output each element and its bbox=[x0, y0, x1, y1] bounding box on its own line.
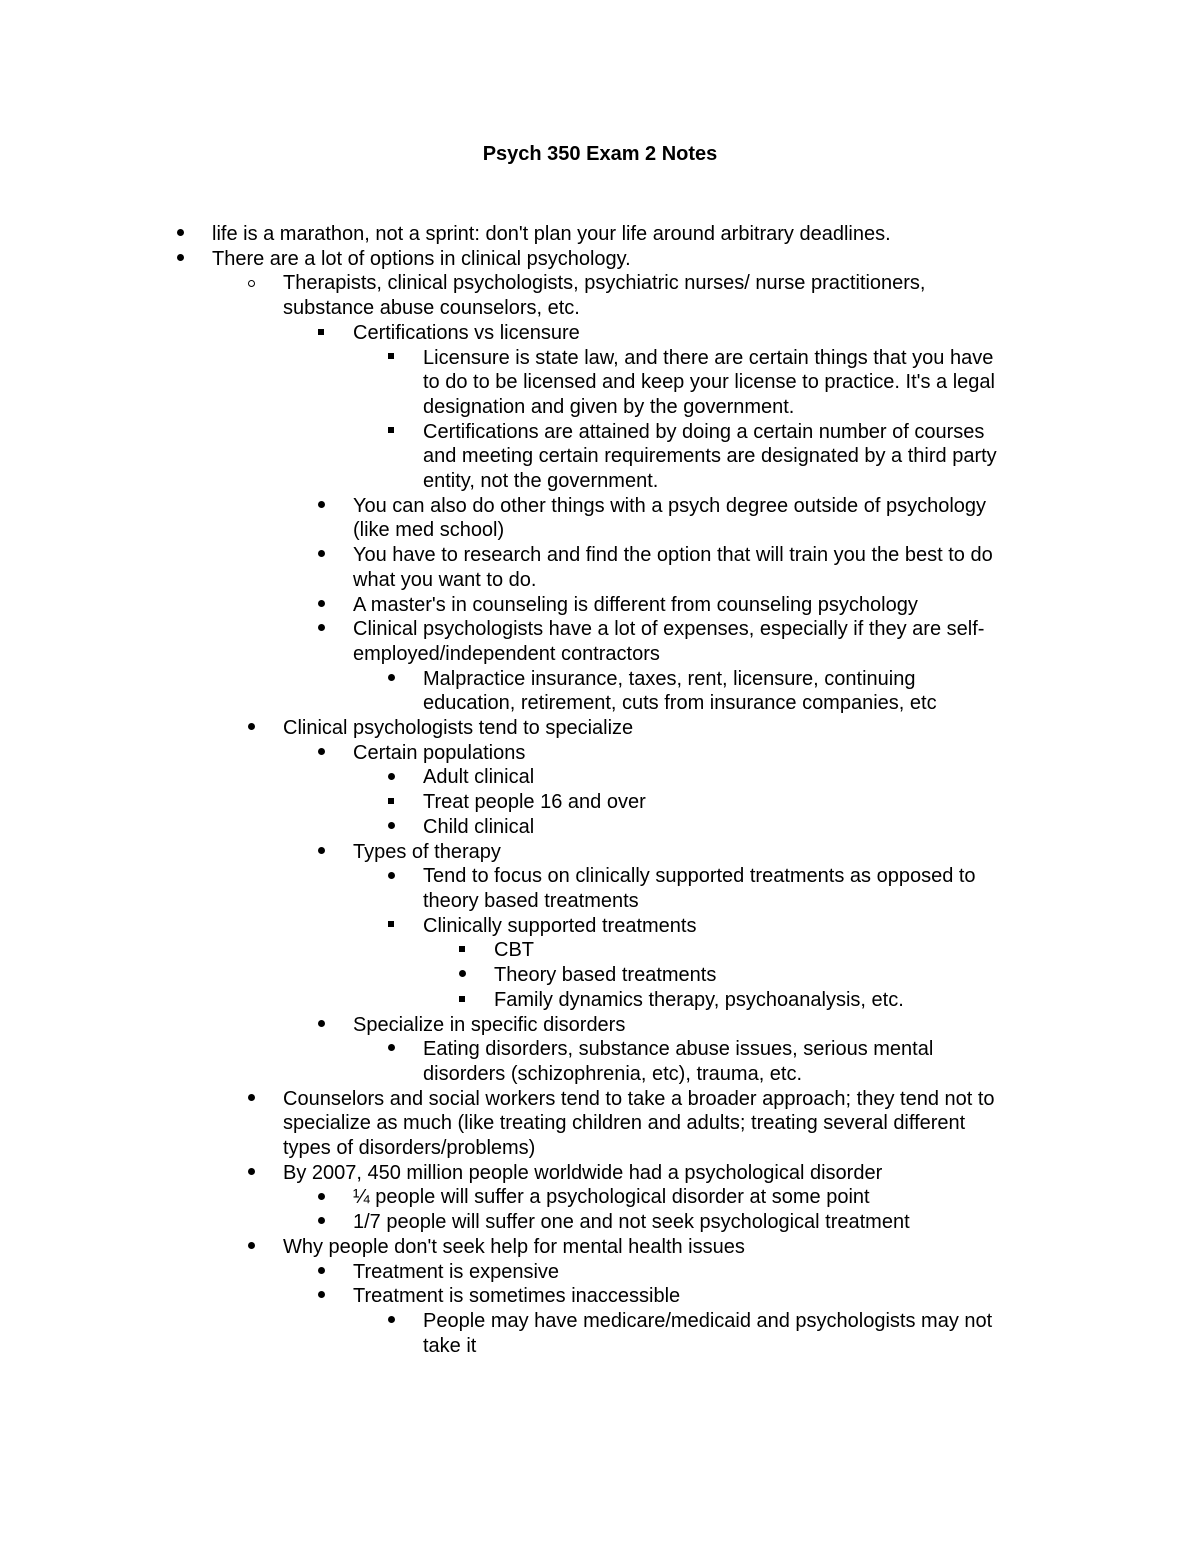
list-item-text bbox=[353, 494, 1200, 543]
text-line: Why people don't seek help for mental health issues bbox=[283, 1235, 745, 1258]
dot-bullet-icon bbox=[455, 963, 469, 988]
dot-bullet-icon bbox=[314, 840, 328, 865]
list-item-text bbox=[423, 815, 1200, 840]
text-line: Theory based treatments bbox=[494, 964, 717, 987]
dot-bullet-icon bbox=[314, 494, 328, 519]
text-line: People may have medicare/medicaid and psychologists may not bbox=[423, 1309, 993, 1332]
dot-bullet-icon bbox=[384, 1309, 398, 1334]
list-item bbox=[0, 765, 1200, 790]
square-bullet-icon bbox=[314, 321, 328, 346]
list-item bbox=[0, 1185, 1200, 1210]
text-line: Treatment is expensive bbox=[353, 1260, 560, 1283]
list-item-text bbox=[494, 963, 1200, 988]
list-item bbox=[0, 1284, 1200, 1309]
text-line: Child clinical bbox=[423, 815, 535, 838]
list-item bbox=[0, 1037, 1200, 1086]
dot-bullet-icon bbox=[314, 741, 328, 766]
list-item bbox=[0, 914, 1200, 939]
dot-bullet-icon bbox=[314, 1210, 328, 1235]
dot-bullet-icon bbox=[314, 1013, 328, 1038]
square-bullet-icon bbox=[384, 790, 398, 815]
list-item-text bbox=[353, 617, 1200, 666]
list-item-text bbox=[212, 247, 1200, 272]
text-line: life is a marathon, not a sprint: don't plan your life around arbitrary deadlines. bbox=[212, 223, 891, 245]
text-line: Clinically supported treatments bbox=[423, 914, 697, 937]
text-line: You can also do other things with a psych degree outside of psychology bbox=[353, 494, 987, 517]
text-line: Eating disorders, substance abuse issues, serious mental bbox=[423, 1038, 934, 1061]
list-item-text bbox=[423, 346, 1200, 420]
text-line: education, retirement, cuts from insurance companies, etc bbox=[423, 692, 937, 715]
list-item-text bbox=[353, 543, 1200, 592]
notes-list bbox=[0, 222, 1200, 1358]
list-item bbox=[0, 1087, 1200, 1161]
dot-bullet-icon bbox=[314, 1260, 328, 1285]
list-item bbox=[0, 593, 1200, 618]
list-item-text bbox=[283, 1235, 1200, 1260]
list-item bbox=[0, 1161, 1200, 1186]
list-item-text bbox=[423, 1309, 1200, 1358]
dot-bullet-icon bbox=[244, 1087, 258, 1112]
list-item-text bbox=[423, 420, 1200, 494]
list-item-text bbox=[423, 667, 1200, 716]
text-line: disorders (schizophrenia, etc), trauma, etc. bbox=[423, 1062, 803, 1085]
list-item bbox=[0, 790, 1200, 815]
list-item bbox=[0, 247, 1200, 272]
square-bullet-icon bbox=[455, 938, 469, 963]
list-item-text bbox=[494, 988, 1200, 1013]
list-item-text bbox=[353, 741, 1200, 766]
list-item-text bbox=[353, 1284, 1200, 1309]
list-item-text bbox=[283, 716, 1200, 741]
dot-bullet-icon bbox=[244, 1161, 258, 1186]
list-item bbox=[0, 840, 1200, 865]
square-bullet-icon bbox=[384, 914, 398, 939]
list-item bbox=[0, 1013, 1200, 1038]
list-item bbox=[0, 1235, 1200, 1260]
list-item-text bbox=[423, 765, 1200, 790]
list-item-text bbox=[283, 271, 1200, 320]
list-item bbox=[0, 420, 1200, 494]
list-item bbox=[0, 543, 1200, 592]
list-item-text bbox=[423, 790, 1200, 815]
dot-bullet-icon bbox=[384, 765, 398, 790]
list-item-text bbox=[353, 593, 1200, 618]
list-item-text bbox=[353, 1013, 1200, 1038]
list-item bbox=[0, 963, 1200, 988]
dot-bullet-icon bbox=[314, 593, 328, 618]
dot-bullet-icon bbox=[173, 247, 187, 272]
dot-bullet-icon bbox=[314, 1284, 328, 1309]
dot-bullet-icon bbox=[384, 667, 398, 692]
text-line: 1/7 people will suffer one and not seek psychological treatment bbox=[353, 1211, 910, 1234]
dot-bullet-icon bbox=[314, 543, 328, 568]
text-line: Counselors and social workers tend to take a broader approach; they tend not to bbox=[283, 1087, 995, 1110]
text-line: Tend to focus on clinically supported treatments as opposed to bbox=[423, 865, 976, 888]
text-line: and meeting certain requirements are designated by a third party bbox=[423, 445, 997, 468]
list-item bbox=[0, 938, 1200, 963]
text-line: Types of therapy bbox=[353, 840, 501, 863]
text-line: entity, not the government. bbox=[423, 470, 659, 493]
list-item bbox=[0, 1210, 1200, 1235]
list-item bbox=[0, 1309, 1200, 1358]
list-item-text bbox=[353, 321, 1200, 346]
text-line: specialize as much (like treating children and adults; treating several different bbox=[283, 1112, 966, 1135]
list-item bbox=[0, 222, 1200, 247]
dot-bullet-icon bbox=[244, 1235, 258, 1260]
list-item-text bbox=[212, 222, 1200, 247]
text-line: what you want to do. bbox=[353, 568, 537, 591]
list-item bbox=[0, 321, 1200, 346]
list-item bbox=[0, 1260, 1200, 1285]
list-item bbox=[0, 667, 1200, 716]
text-line: Specialize in specific disorders bbox=[353, 1013, 626, 1036]
page-title: Psych 350 Exam 2 Notes bbox=[482, 143, 718, 165]
text-line: employed/independent contractors bbox=[353, 642, 660, 665]
text-line: Clinical psychologists tend to specialize bbox=[283, 717, 634, 740]
text-line: A master's in counseling is different from counseling psychology bbox=[353, 593, 918, 616]
dot-bullet-icon bbox=[314, 1185, 328, 1210]
square-bullet-icon bbox=[384, 420, 398, 445]
list-item-text bbox=[353, 1185, 1200, 1210]
text-line: to do to be licensed and keep your license to practice. It's a legal bbox=[423, 371, 995, 394]
text-line: CBT bbox=[494, 939, 534, 962]
dot-bullet-icon bbox=[384, 864, 398, 889]
square-bullet-icon bbox=[384, 346, 398, 371]
list-item-text bbox=[423, 1037, 1200, 1086]
text-line: substance abuse counselors, etc. bbox=[283, 297, 580, 320]
text-line: Treatment is sometimes inaccessible bbox=[353, 1285, 681, 1308]
dot-bullet-icon bbox=[384, 1037, 398, 1062]
list-item-text bbox=[423, 914, 1200, 939]
list-item bbox=[0, 271, 1200, 320]
text-line: There are a lot of options in clinical psychology. bbox=[212, 247, 631, 270]
text-line: Adult clinical bbox=[423, 766, 535, 789]
dot-bullet-icon bbox=[314, 617, 328, 642]
text-line: Family dynamics therapy, psychoanalysis, etc. bbox=[494, 988, 904, 1011]
text-line: Licensure is state law, and there are certain things that you have bbox=[423, 346, 994, 369]
dot-bullet-icon bbox=[244, 716, 258, 741]
text-line: Certifications vs licensure bbox=[353, 321, 580, 344]
text-line: Treat people 16 and over bbox=[423, 791, 646, 814]
list-item bbox=[0, 346, 1200, 420]
dot-bullet-icon bbox=[173, 222, 187, 247]
text-line: ¼ people will suffer a psychological disorder at some point bbox=[353, 1186, 870, 1209]
list-item-text bbox=[283, 1161, 1200, 1186]
list-item-text bbox=[283, 1087, 1200, 1161]
list-item-text bbox=[353, 840, 1200, 865]
text-line: designation and given by the government. bbox=[423, 395, 795, 418]
list-item bbox=[0, 716, 1200, 741]
text-line: (like med school) bbox=[353, 519, 505, 542]
circle-bullet-icon bbox=[244, 271, 258, 296]
text-line: theory based treatments bbox=[423, 889, 639, 912]
text-line: Clinical psychologists have a lot of expenses, especially if they are self- bbox=[353, 618, 985, 641]
text-line: types of disorders/problems) bbox=[283, 1137, 536, 1160]
list-item-text bbox=[494, 938, 1200, 963]
text-line: By 2007, 450 million people worldwide had a psychological disorder bbox=[283, 1161, 883, 1184]
list-item-text bbox=[423, 864, 1200, 913]
list-item bbox=[0, 741, 1200, 766]
square-bullet-icon bbox=[455, 988, 469, 1013]
text-line: Certifications are attained by doing a certain number of courses bbox=[423, 420, 985, 443]
list-item bbox=[0, 494, 1200, 543]
list-item bbox=[0, 617, 1200, 666]
text-line: Malpractice insurance, taxes, rent, licensure, continuing bbox=[423, 667, 916, 690]
list-item bbox=[0, 815, 1200, 840]
text-line: take it bbox=[423, 1334, 477, 1357]
text-line: You have to research and find the option that will train you the best to do bbox=[353, 544, 993, 567]
list-item-text bbox=[353, 1210, 1200, 1235]
list-item bbox=[0, 864, 1200, 913]
list-item bbox=[0, 988, 1200, 1013]
text-line: Certain populations bbox=[353, 741, 526, 764]
dot-bullet-icon bbox=[384, 815, 398, 840]
list-item-text bbox=[353, 1260, 1200, 1285]
text-line: Therapists, clinical psychologists, psychiatric nurses/ nurse practitioners, bbox=[283, 272, 926, 295]
